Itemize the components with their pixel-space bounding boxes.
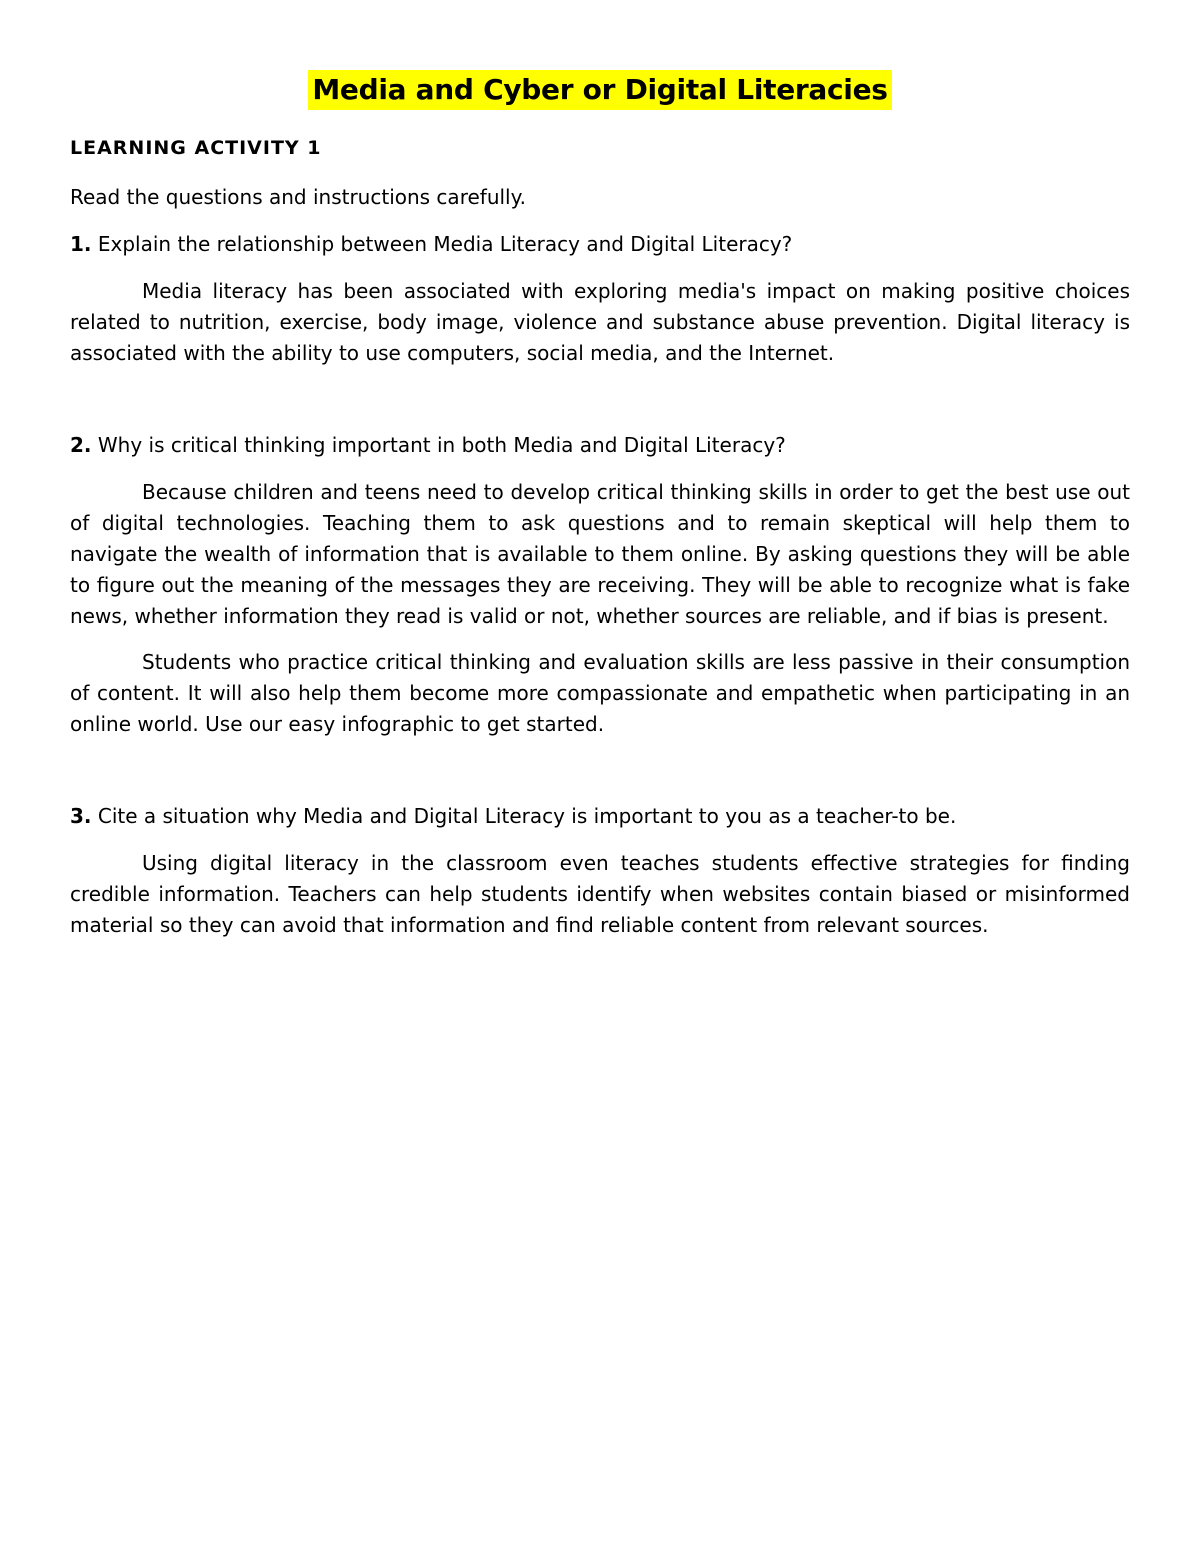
document-page <box>70 70 1130 956</box>
question-text: Explain the relationship between Media Literacy and Digital Literacy? <box>97 232 793 256</box>
spacer <box>70 755 1130 801</box>
activity-heading: LEARNING ACTIVITY 1 <box>70 137 322 159</box>
question-2 <box>70 430 1130 461</box>
answer-2-paragraph-2: Students who practice critical thinking and evaluation skills are less passive in their consumption of content. It will also help them become more compassionate and empathetic when participating in an online world. Use our easy infographic to get started. <box>70 650 1130 736</box>
question-number: 2. <box>70 433 92 457</box>
question-1 <box>70 229 1130 260</box>
instructions-text: Read the questions and instructions carefully. <box>70 185 526 209</box>
spacer <box>70 384 1130 430</box>
question-number: 1. <box>70 232 92 256</box>
question-number: 3. <box>70 804 92 828</box>
question-text: Cite a situation why Media and Digital Literacy is important to you as a teacher-to be. <box>97 804 957 828</box>
question-3 <box>70 801 1130 832</box>
page-title: Media and Cyber or Digital Literacies <box>308 70 891 110</box>
answer-3-paragraph-1: Using digital literacy in the classroom even teaches students effective strategies for finding credible information. Teachers can help students identify when websites contain biased or misinformed material so they can avoid that information and find reliable content from relevant sources. <box>70 851 1130 937</box>
question-text: Why is critical thinking important in both Media and Digital Literacy? <box>97 433 786 457</box>
answer-1-paragraph-1: Media literacy has been associated with exploring media's impact on making positive choices related to nutrition, exercise, body image, violence and substance abuse prevention. Digital literacy is associated with the ability to use computers, social media, and the Internet. <box>70 279 1130 365</box>
answer-2-paragraph-1: Because children and teens need to develop critical thinking skills in order to get the best use out of digital technologies. Teaching them to ask questions and to remain skeptical will help them to navigate the wealth of information that is available to them online. By asking questions they will be able to figure out the meaning of the messages they are receiving. They will be able to recognize what is fake news, whether information they read is valid or not, whether sources are reliable, and if bias is present. <box>70 480 1130 628</box>
title-wrapper <box>70 70 1130 110</box>
